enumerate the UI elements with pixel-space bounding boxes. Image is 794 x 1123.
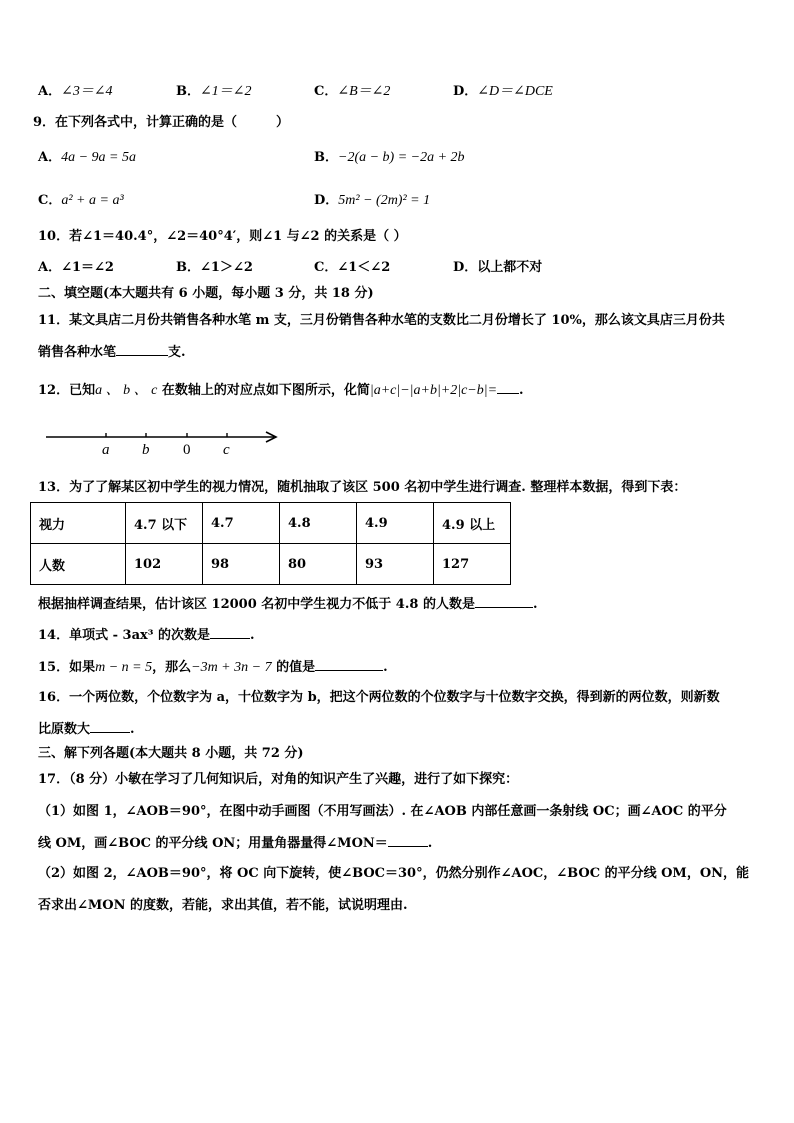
option-label: B． [176, 260, 200, 275]
q16-line1: 16．一个两位数，个位数字为 a，十位数字为 b，把这个两位数的个位数字与十位数字交换，得到新的两位数，则新数 [38, 690, 720, 705]
section-heading-fill-in: 二、填空题(本大题共有 6 小题，每小题 3 分，共 18 分) [38, 286, 374, 301]
q13-followup-text: 根据抽样调查结果，估计该区 12000 名初中学生视力不低于 4.8 的人数是 [38, 597, 475, 612]
q15-end: . [383, 660, 388, 675]
option-label: D． [314, 193, 339, 208]
q9-option-c [38, 193, 124, 209]
option-text: ∠1＜∠2 [337, 260, 391, 275]
q10-option-a [38, 260, 114, 276]
q10-option-b [176, 260, 253, 276]
q15-expression: −3m + 3n − 7 [191, 660, 272, 675]
q11-line1: 11．某文具店二月份共销售各种水笔 m 支，三月份销售各种水笔的支数比二月份增长了 10%，那么该文具店三月份共 [38, 313, 725, 328]
option-label: A． [38, 84, 62, 99]
table-cell: 127 [434, 544, 511, 585]
q10-option-c [314, 260, 390, 276]
table-header-cell: 4.7 [203, 503, 280, 544]
point-label-b: b [142, 442, 150, 458]
option-label: A． [38, 260, 62, 275]
q13-stem: 13．为了了解某区初中学生的视力情况，随机抽取了该区 500 名初中学生进行调查. 整理样本数据，得到下表： [38, 480, 687, 495]
q17-stem: 17．（8 分）小敏在学习了几何知识后，对角的知识产生了兴趣，进行了如下探究： [38, 772, 519, 787]
q10-stem: 10．若∠1＝40.4°，∠2＝40°4′，则∠1 与∠2 的关系是（ ） [38, 229, 407, 244]
q12-expression: |a+c|−|a+b|+2|c−b|= [369, 383, 498, 398]
option-label: B． [176, 84, 200, 99]
q11-text-a: 销售各种水笔 [38, 345, 117, 360]
q11-answer-blank[interactable] [116, 343, 168, 356]
q13-answer-blank[interactable] [475, 595, 533, 608]
option-text: a² + a = a³ [61, 193, 124, 208]
option-text: −2(a − b) = −2a + 2b [338, 150, 465, 165]
q13-followup-end: . [532, 597, 538, 612]
q12-answer-blank[interactable] [497, 381, 519, 394]
q17-part1-text: 线 OM，画∠BOC 的平分线 ON；用量角器量得∠MON＝ [38, 836, 388, 851]
q15-pre: 15．如果 [38, 660, 96, 675]
q12-mid: 在数轴上的对应点如下图所示，化简 [157, 383, 370, 398]
option-label: C． [314, 84, 338, 99]
q17-answer-blank[interactable] [388, 834, 428, 847]
option-label: B． [314, 150, 338, 165]
table-cell: 102 [126, 544, 203, 585]
q12-vars: a 、 b 、 c [95, 383, 158, 398]
q14-text: 14．单项式 - 3ax³ 的次数是 [38, 628, 210, 643]
table-cell: 93 [357, 544, 434, 585]
vision-survey-table [30, 502, 511, 585]
q14-answer-blank[interactable] [210, 626, 250, 639]
q16-text-b: . [130, 722, 135, 737]
option-text: ∠3＝∠4 [61, 84, 113, 99]
q10-option-d [453, 260, 542, 276]
q15-mid: ，那么 [152, 660, 192, 675]
option-label: C． [38, 193, 62, 208]
q9-stem: 9．在下列各式中，计算正确的是（ ） [33, 115, 290, 130]
option-text: 5m² − (2m)² = 1 [338, 193, 431, 208]
q15-line [38, 658, 388, 676]
q16-line2 [38, 720, 135, 738]
q8-option-a [38, 84, 113, 100]
option-text: ∠1＝∠2 [61, 260, 114, 275]
table-header-cell: 4.7 以下 [126, 503, 203, 544]
q16-text-a: 比原数大 [38, 722, 91, 737]
q15-value-text: 的值是 [271, 660, 316, 675]
q8-option-c [314, 84, 390, 100]
table-cell: 80 [280, 544, 357, 585]
option-label: A． [38, 150, 62, 165]
point-label-c: c [223, 442, 230, 458]
table-header-cell: 4.8 [280, 503, 357, 544]
section-heading-solve: 三、解下列各题(本大题共 8 小题，共 72 分) [38, 746, 304, 761]
q9-option-a [38, 150, 136, 166]
option-text: ∠D＝∠DCE [477, 84, 553, 99]
option-label: D． [453, 84, 478, 99]
q14-line [38, 626, 255, 644]
q17-part2-line1: （2）如图 2，∠AOB＝90°，将 OC 向下旋转，使∠BOC＝30°，仍然分别作∠AOC，∠BOC 的平分线 OM，ON，能 [38, 866, 750, 881]
q11-line2 [38, 343, 186, 361]
table-cell: 98 [203, 544, 280, 585]
q14-end: . [249, 628, 255, 643]
q8-option-d [453, 84, 553, 100]
q17-part1-end: . [427, 836, 433, 851]
point-label-zero: 0 [183, 442, 191, 458]
q12-pre: 12．已知 [38, 383, 96, 398]
q16-answer-blank[interactable] [90, 720, 130, 733]
table-row [31, 503, 511, 544]
q12-end: . [519, 383, 524, 398]
option-label: D． [453, 260, 478, 275]
q9-option-d [314, 193, 430, 209]
option-text: ∠1＞∠2 [200, 260, 253, 275]
option-text: ∠B＝∠2 [337, 84, 391, 99]
q17-part1-line1: （1）如图 1，∠AOB＝90°，在图中动手画图（不用写画法）. 在∠AOB 内部任意画一条射线 OC；画∠AOC 的平分 [38, 804, 727, 819]
table-header-cell: 视力 [31, 503, 126, 544]
table-cell: 人数 [31, 544, 126, 585]
option-text: ∠1＝∠2 [200, 84, 252, 99]
option-label: C． [314, 260, 338, 275]
q8-option-b [176, 84, 251, 100]
q9-option-b [314, 150, 465, 166]
table-header-cell: 4.9 [357, 503, 434, 544]
q17-part2-line2: 否求出∠MON 的度数，若能，求出其值，若不能，试说明理由. [38, 898, 408, 913]
option-text: 4a − 9a = 5a [61, 150, 136, 165]
table-header-cell: 4.9 以上 [434, 503, 511, 544]
q15-answer-blank[interactable] [315, 658, 383, 671]
number-line-figure [40, 424, 285, 460]
option-text: 以上都不对 [477, 260, 543, 275]
q13-followup [38, 595, 537, 613]
q12-line [38, 381, 524, 399]
table-row [31, 544, 511, 585]
point-label-a: a [102, 442, 110, 458]
q11-text-b: 支. [168, 345, 186, 360]
q15-condition: m − n = 5 [95, 660, 153, 675]
q17-part1-line2 [38, 834, 432, 852]
